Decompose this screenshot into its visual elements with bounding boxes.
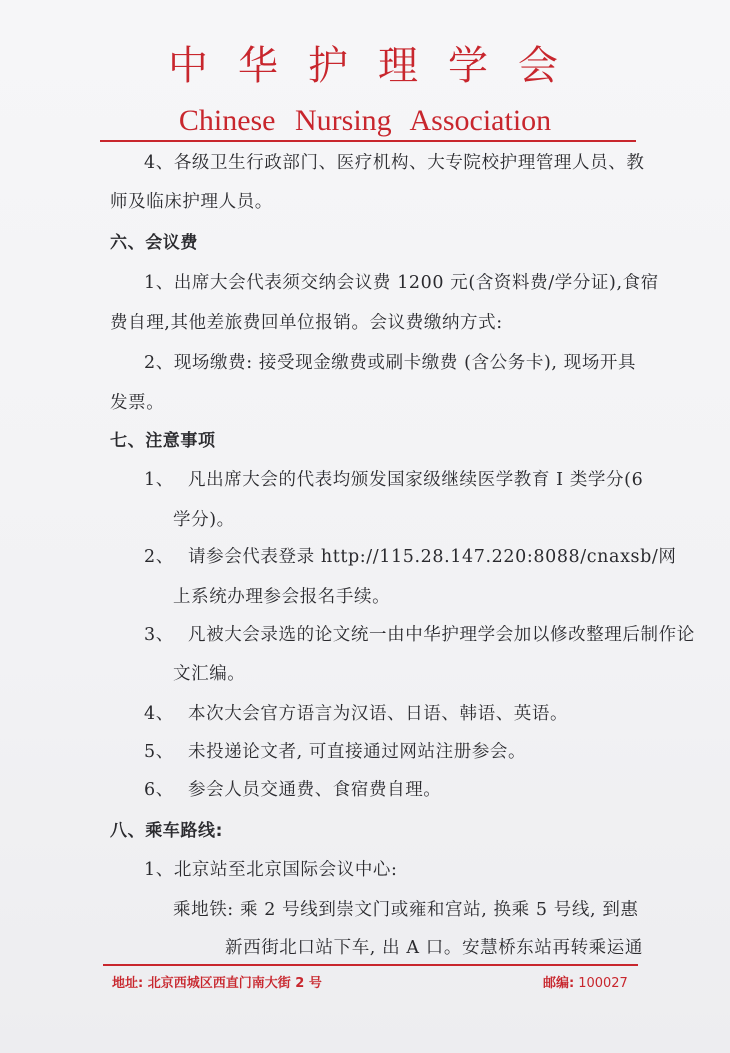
note-item (144, 778, 441, 802)
letterhead-title-cn: 中华护理学会 (168, 43, 588, 89)
item4-line1: 4、各级卫生行政部门、医疗机构、大专院校护理管理人员、教 (144, 153, 645, 173)
sec6-paragraph2-line1: 2、现场缴费: 接受现金缴费或刷卡缴费 (含公务卡), 现场开具 (144, 353, 637, 373)
note-text: 凡出席大会的代表均颁发国家级继续医学教育 I 类学分(6 (188, 470, 644, 490)
note-item (144, 468, 643, 492)
note-continuation: 学分)。 (173, 510, 235, 530)
note-number: 6、 (144, 780, 174, 800)
note-number: 1、 (144, 470, 174, 490)
route1-detail-line1: 乘地铁: 乘 2 号线到崇文门或雍和宫站, 换乘 5 号线, 到惠 (173, 900, 639, 920)
note-text: 凡被大会录选的论文统一由中华护理学会加以修改整理后制作论 (188, 625, 695, 645)
note-item (144, 623, 695, 647)
note-number: 4、 (144, 704, 174, 724)
sec6-paragraph1-line2: 费自理,其他差旅费回单位报销。会议费缴纳方式: (110, 313, 503, 333)
note-number: 5、 (144, 742, 174, 762)
note-item (144, 702, 568, 726)
note-item (144, 740, 526, 764)
item4-line2: 师及临床护理人员。 (110, 192, 273, 212)
postcode-value: 100027 (578, 976, 628, 991)
footer-postcode (543, 972, 628, 991)
letterhead-title-en: Chinese Nursing Association (178, 104, 552, 137)
note-text: 参会人员交通费、食宿费自理。 (188, 780, 442, 800)
note-continuation: 文汇编。 (173, 664, 246, 684)
section8-heading: 八、乘车路线: (110, 821, 223, 841)
footer-divider (103, 964, 638, 966)
note-item (144, 545, 677, 569)
note-text: 请参会代表登录 http://115.28.147.220:8088/cnaxsb/网 (188, 547, 677, 567)
route1-title: 1、北京站至北京国际会议中心: (144, 860, 398, 880)
route1-detail-line2: 新西街北口站下车, 出 A 口。安慧桥东站再转乘运通 (225, 938, 643, 958)
sec6-paragraph2-line2: 发票。 (110, 393, 165, 413)
postcode-label: 邮编: (543, 976, 575, 991)
section6-heading: 六、会议费 (110, 233, 198, 253)
sec6-paragraph1-line1: 1、出席大会代表须交纳会议费 1200 元(含资料费/学分证),食宿 (144, 273, 659, 293)
note-text: 本次大会官方语言为汉语、日语、韩语、英语。 (188, 704, 569, 724)
footer-address: 地址: 北京西城区西直门南大街 2 号 (112, 976, 322, 991)
note-number: 2、 (144, 547, 174, 567)
letterhead-divider (100, 140, 636, 142)
section7-heading: 七、注意事项 (110, 431, 216, 451)
note-text: 未投递论文者, 可直接通过网站注册参会。 (188, 742, 527, 762)
note-number: 3、 (144, 625, 174, 645)
note-continuation: 上系统办理参会报名手续。 (173, 587, 391, 607)
